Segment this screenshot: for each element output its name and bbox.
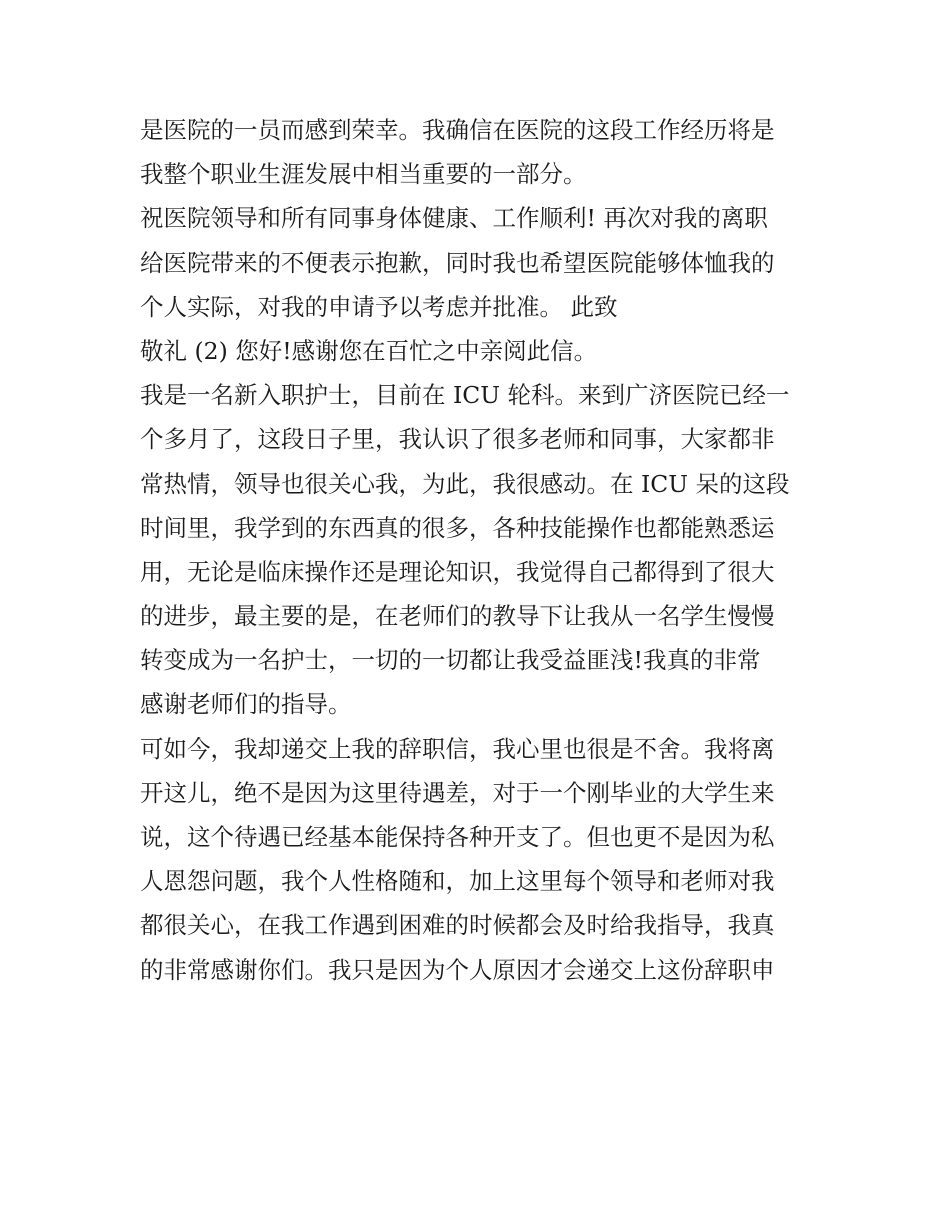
text-line: 敬礼 (2) 您好!感谢您在百忙之中亲阅此信。 [140,336,598,365]
text-line: 个多月了，这段日子里，我认识了很多老师和同事，大家都非 [140,425,775,454]
text-line: 的进步，最主要的是，在老师们的教导下让我从一名学生慢慢 [140,602,775,631]
text-line: 个人实际，对我的申请予以考虑并批准。 此致 [140,292,618,321]
text-line: 可如今，我却递交上我的辞职信，我心里也很是不舍。我将离 [140,734,775,763]
text-line: 人恩怨问题，我个人性格随和，加上这里每个领导和老师对我 [140,867,775,896]
text-line: 用，无论是临床操作还是理论知识，我觉得自己都得到了很大 [140,557,775,586]
text-line: 我整个职业生涯发展中相当重要的一部分。 [140,160,587,189]
text-line: 开这儿，绝不是因为这里待遇差，对于一个刚毕业的大学生来 [140,778,775,807]
text-line: 说，这个待遇已经基本能保持各种开支了。但也更不是因为私 [140,823,775,851]
text-line: 转变成为一名护士，一切的一切都让我受益匪浅!我真的非常 [140,646,761,675]
text-line: 的非常感谢你们。我只是因为个人原因才会递交上这份辞职申 [140,955,775,984]
text-line: 常热情，领导也很关心我，为此，我很感动。在 ICU 呆的这段 [140,469,790,498]
text-line: 我是一名新入职护士，目前在 ICU 轮科。来到广济医院已经一 [140,381,790,410]
text-line: 感谢老师们的指导。 [140,690,352,719]
text-line: 都很关心，在我工作遇到困难的时候都会及时给我指导，我真 [140,911,775,940]
text-line: 给医院带来的不便表示抱歉，同时我也希望医院能够体恤我的 [140,248,775,277]
document-body [140,108,820,992]
text-line: 是医院的一员而感到荣幸。我确信在医院的这段工作经历将是 [140,116,775,144]
text-line: 祝医院领导和所有同事身体健康、工作顺利! 再次对我的离职 [140,204,768,233]
text-line: 时间里，我学到的东西真的很多，各种技能操作也都能熟悉运 [140,513,775,542]
